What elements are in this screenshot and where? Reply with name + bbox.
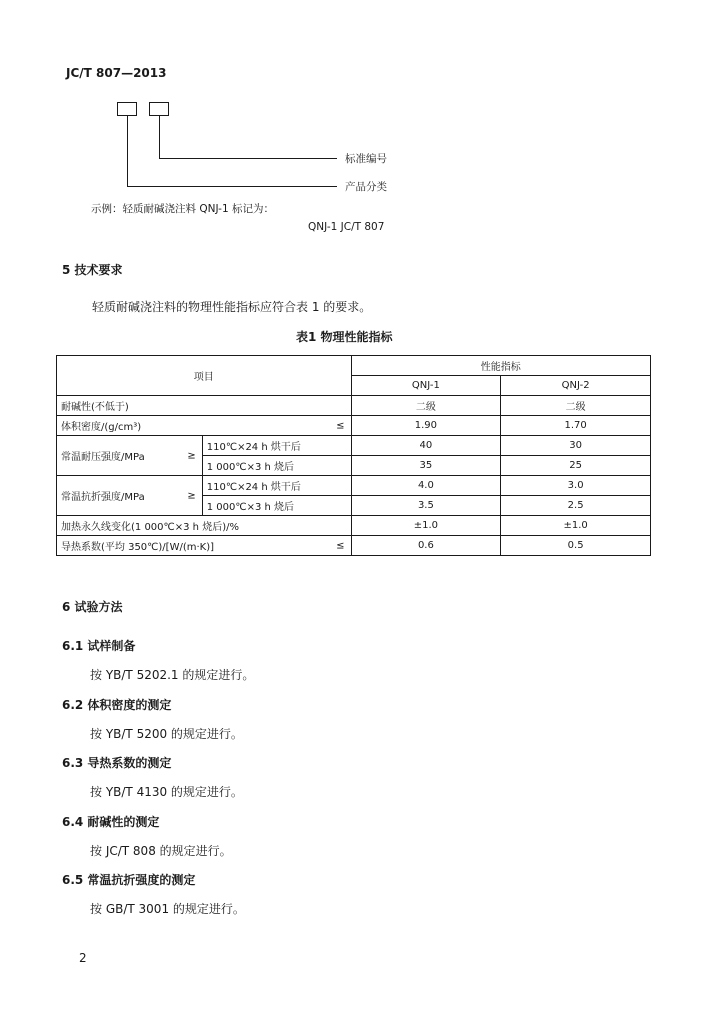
header-qnj2: QNJ-2 <box>501 376 651 396</box>
row-label: 常温抗折强度/MPa <box>61 492 145 503</box>
cell-value: 30 <box>501 436 651 456</box>
row-label-cell <box>57 416 352 436</box>
row-label-cell <box>57 476 203 516</box>
example-text: 示例：轻质耐碱浇注料 QNJ-1 标记为： <box>91 203 274 215</box>
cell-value: 40 <box>351 436 501 456</box>
row-label: 加热永久线变化(1 000℃×3 h 烧后)/% <box>57 516 352 536</box>
subsection-heading: 6.4 耐碱性的测定 <box>62 815 160 829</box>
label-standard-number: 标准编号 <box>345 153 387 165</box>
comparison-symbol: ≥ <box>187 450 196 461</box>
cell-value: 2.5 <box>501 496 651 516</box>
condition-label: 1 000℃×3 h 烧后 <box>202 496 351 516</box>
subsection-text: 按 YB/T 4130 的规定进行。 <box>90 785 243 799</box>
comparison-symbol: ≤ <box>336 420 345 431</box>
table-row <box>57 476 651 496</box>
standard-number-box <box>149 102 169 116</box>
label-product-class: 产品分类 <box>345 181 387 193</box>
header-performance: 性能指标 <box>351 356 650 376</box>
header-item: 项目 <box>57 356 352 396</box>
row-label-cell <box>57 536 352 556</box>
row-label-cell <box>57 436 203 476</box>
subsection-heading: 6.3 导热系数的测定 <box>62 756 172 770</box>
cell-value: 1.90 <box>351 416 501 436</box>
cell-value: 3.5 <box>351 496 501 516</box>
table-row <box>57 536 651 556</box>
cell-value: ±1.0 <box>351 516 501 536</box>
connector-line <box>127 116 128 186</box>
section-5-paragraph: 轻质耐碱浇注料的物理性能指标应符合表 1 的要求。 <box>92 300 372 314</box>
subsection-text: 按 YB/T 5200 的规定进行。 <box>90 727 243 741</box>
cell-value: 二级 <box>351 396 501 416</box>
table-header-row <box>57 356 651 376</box>
cell-value: 1.70 <box>501 416 651 436</box>
table-row <box>57 436 651 456</box>
cell-value: 3.0 <box>501 476 651 496</box>
cell-value: 35 <box>351 456 501 476</box>
page-number: 2 <box>79 951 87 965</box>
table-caption: 表1 物理性能指标 <box>296 330 393 344</box>
cell-value: ±1.0 <box>501 516 651 536</box>
condition-label: 1 000℃×3 h 烧后 <box>202 456 351 476</box>
cell-value: 4.0 <box>351 476 501 496</box>
subsection-heading: 6.1 试样制备 <box>62 639 136 653</box>
connector-line <box>127 186 337 187</box>
row-label: 常温耐压强度/MPa <box>61 452 145 463</box>
cell-value: 0.6 <box>351 536 501 556</box>
section-6-heading: 6 试验方法 <box>62 600 123 614</box>
table-row <box>57 416 651 436</box>
subsection-heading: 6.5 常温抗折强度的测定 <box>62 873 196 887</box>
table-row <box>57 516 651 536</box>
comparison-symbol: ≤ <box>336 540 345 551</box>
row-label: 导热系数(平均 350℃)/[W/(m·K)] <box>61 542 215 553</box>
subsection-text: 按 YB/T 5202.1 的规定进行。 <box>90 668 255 682</box>
cell-value: 25 <box>501 456 651 476</box>
example-mark: QNJ-1 JC/T 807 <box>308 221 385 233</box>
table-row <box>57 396 651 416</box>
cell-value: 二级 <box>501 396 651 416</box>
condition-label: 110℃×24 h 烘干后 <box>202 476 351 496</box>
cell-value: 0.5 <box>501 536 651 556</box>
subsection-heading: 6.2 体积密度的测定 <box>62 698 172 712</box>
condition-label: 110℃×24 h 烘干后 <box>202 436 351 456</box>
performance-table <box>56 355 651 556</box>
row-label: 耐碱性(不低于) <box>57 396 352 416</box>
header-qnj1: QNJ-1 <box>351 376 501 396</box>
section-5-heading: 5 技术要求 <box>62 263 123 277</box>
comparison-symbol: ≥ <box>187 490 196 501</box>
product-class-box <box>117 102 137 116</box>
row-label: 体积密度/(g/cm³) <box>61 422 142 433</box>
standard-code: JC/T 807—2013 <box>66 66 167 80</box>
subsection-text: 按 GB/T 3001 的规定进行。 <box>90 902 245 916</box>
subsection-text: 按 JC/T 808 的规定进行。 <box>90 844 232 858</box>
connector-line <box>159 158 337 159</box>
connector-line <box>159 116 160 158</box>
